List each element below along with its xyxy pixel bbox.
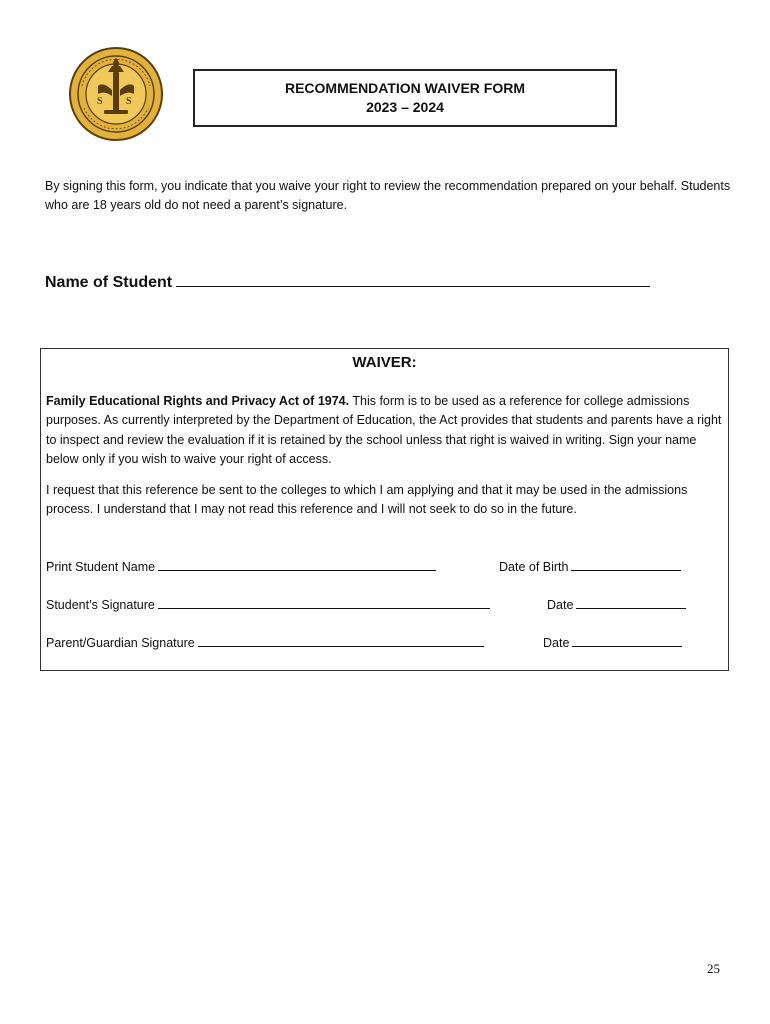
dob-line[interactable] [571,558,681,571]
form-title: RECOMMENDATION WAIVER FORM [284,80,526,96]
page-number: 25 [707,961,720,976]
school-seal-logo [68,46,164,142]
ferpa-act-text: This form is to be used as a reference for college admissions purposes. As currently interpreted by the Department of Education, the Act provides that students and parents have a right to inspect and review the evaluation if it is retained by the school unless that right is waived in writing. Sign your name below only if you wish to waive your right of access. [46,394,722,466]
waiver-title: WAIVER: [352,354,417,371]
student-signature-line[interactable] [158,596,490,609]
ferpa-act-title: Family Educational Rights and Privacy Act of 1974. [46,394,350,408]
student-name-field [45,270,650,292]
parent-date-line[interactable] [572,634,682,647]
waiver-section [40,348,729,671]
print-name-line[interactable] [158,558,436,571]
student-date-label: Date [547,598,574,612]
student-name-label: Name of Student [45,274,173,291]
dob-label: Date of Birth [499,560,569,574]
ferpa-paragraph [46,392,724,469]
parent-signature-line[interactable] [198,634,484,647]
form-title-box [193,69,617,127]
form-year: 2023 – 2024 [366,99,444,115]
print-name-row [46,558,436,574]
student-date-row [547,596,686,612]
svg-text:S: S [97,96,103,107]
parent-signature-row [46,634,484,650]
parent-date-label: Date [543,636,570,650]
intro-paragraph: By signing this form, you indicate that you waive your right to review the recommendation prepared on your behalf. Students who are 18 years old do not need a parent’s signature. [45,179,731,212]
student-date-line[interactable] [576,596,686,609]
student-signature-label: Student’s Signature [46,598,155,612]
request-paragraph: I request that this reference be sent to the colleges to which I am applying and that it may be used in the admissions process. I understand that I may not read this reference and I will not seek to do so in the future. [46,483,688,517]
svg-text:S: S [126,96,132,107]
dob-row [499,558,681,574]
parent-signature-label: Parent/Guardian Signature [46,636,195,650]
print-name-label: Print Student Name [46,560,156,574]
student-name-line[interactable] [176,270,650,287]
student-signature-row [46,596,490,612]
parent-date-row [543,634,682,650]
